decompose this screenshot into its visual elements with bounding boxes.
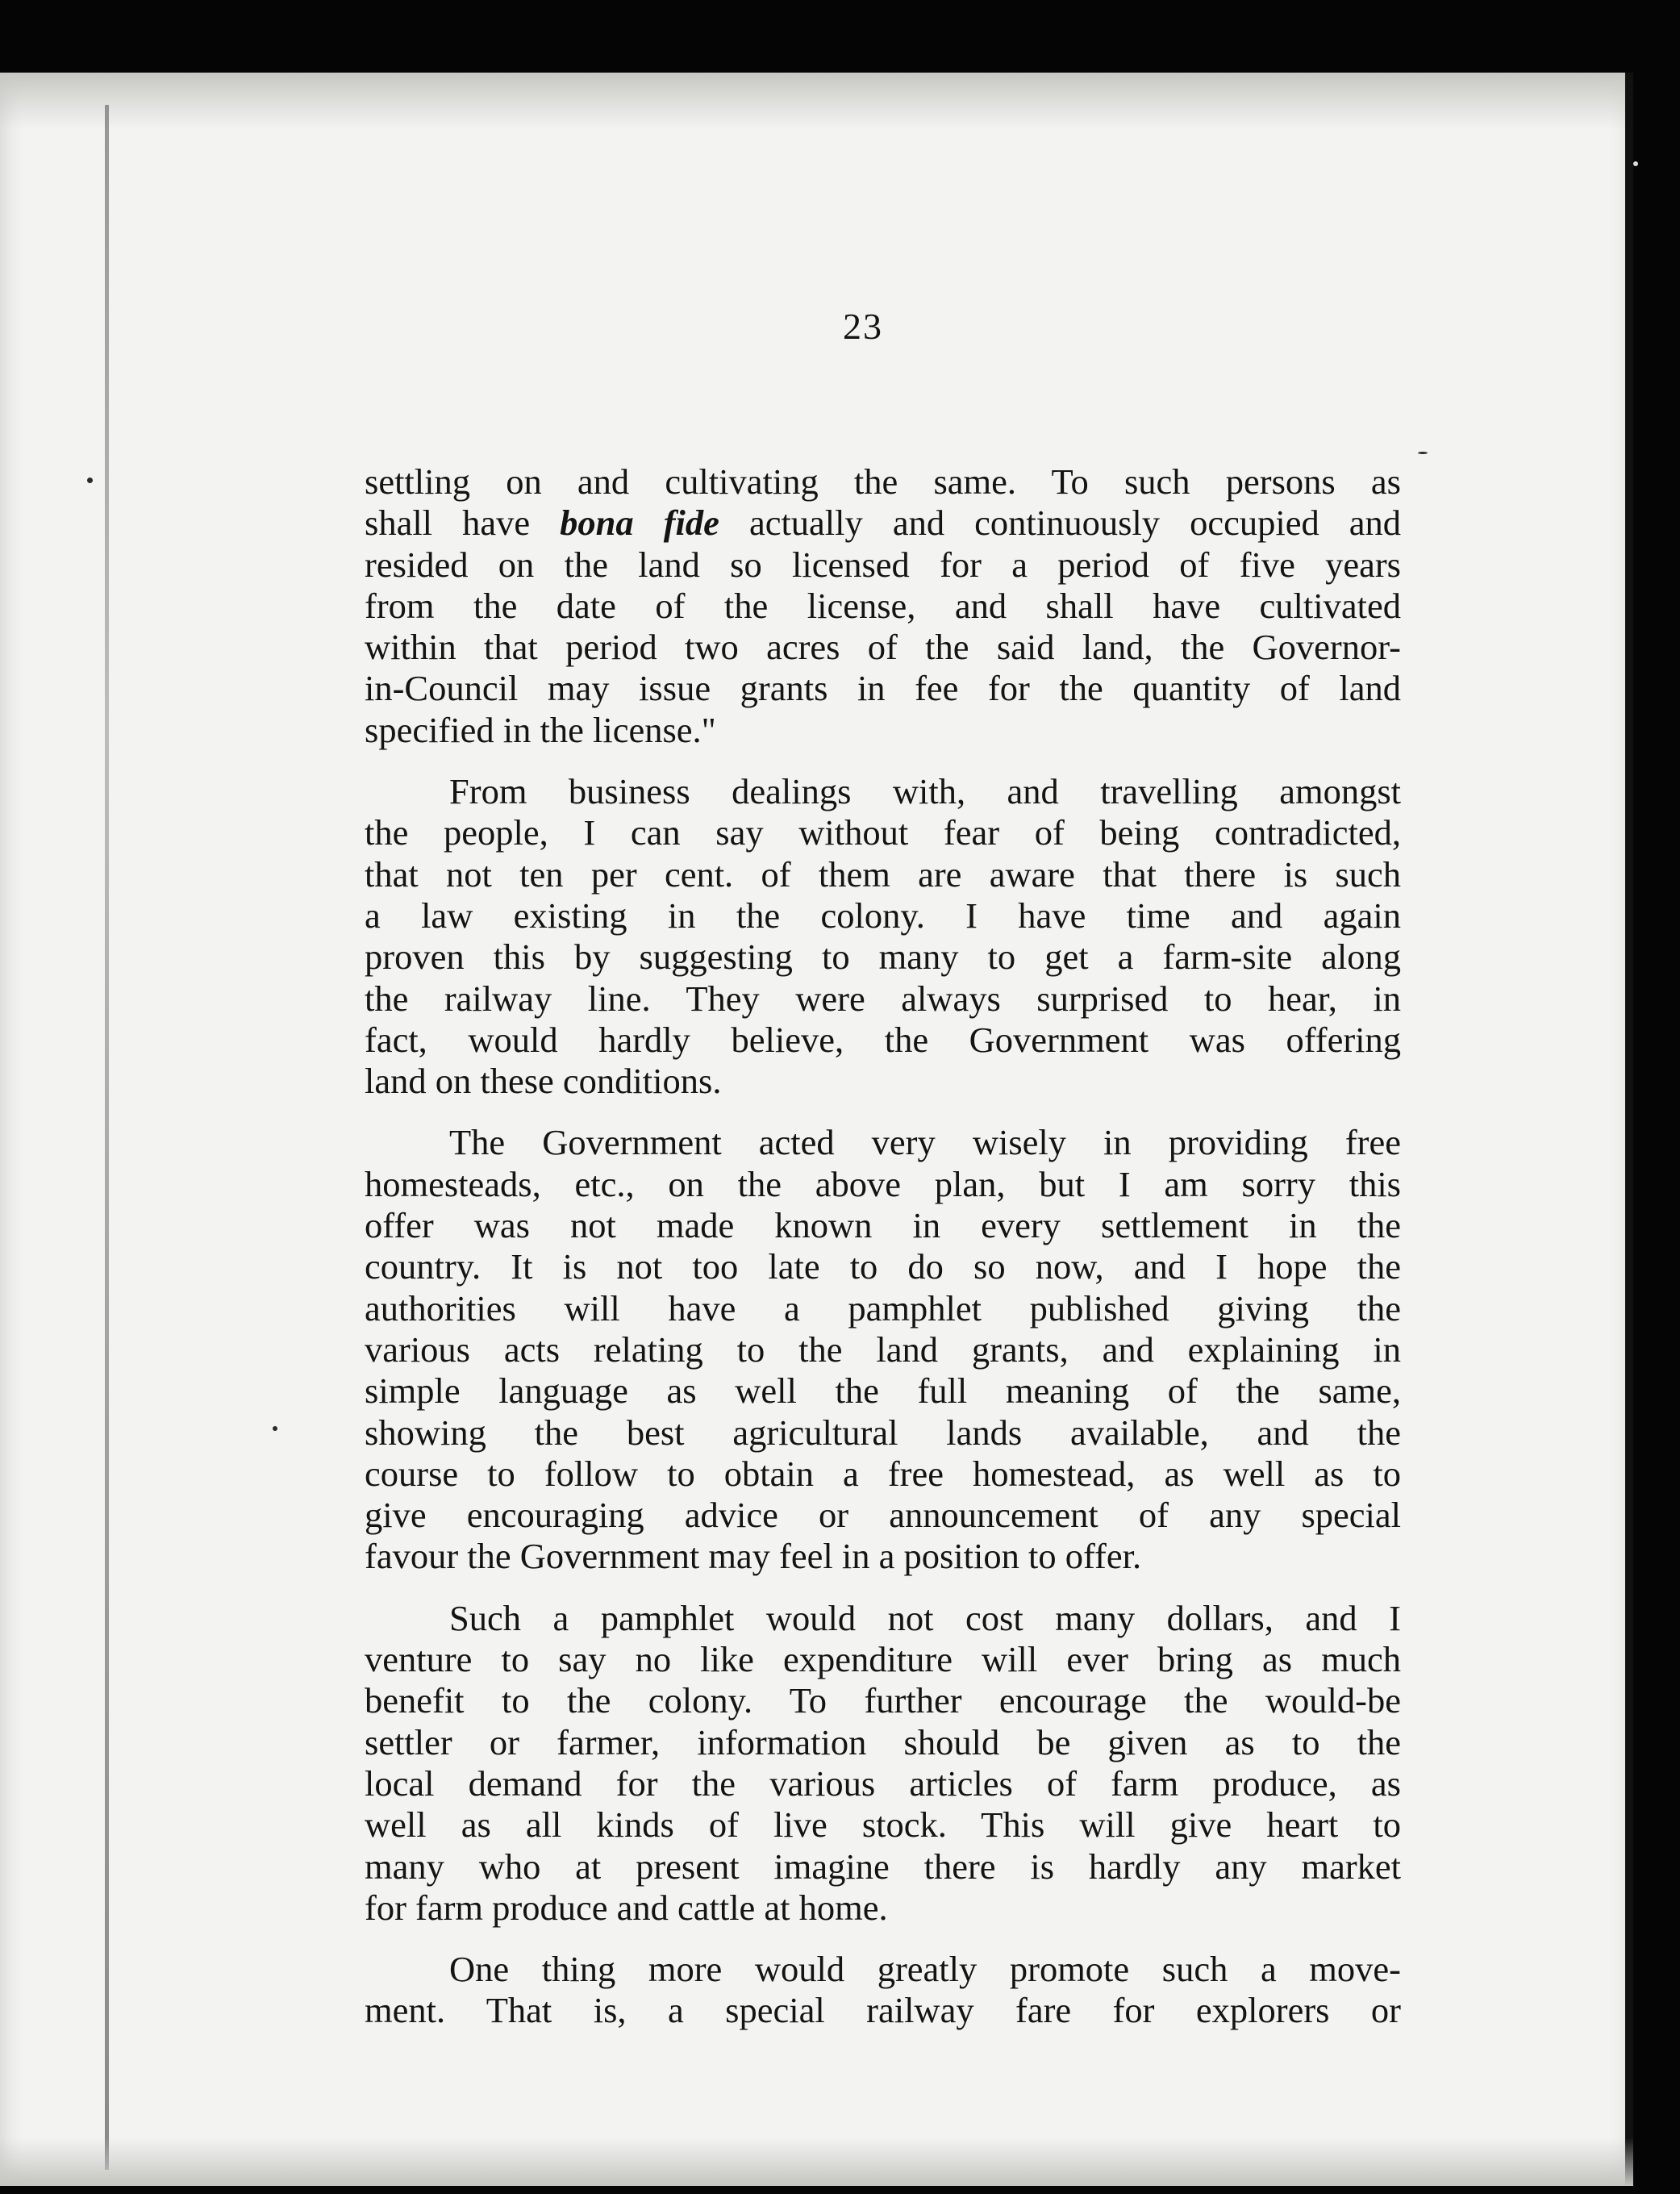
text-line: country. It is not too late to do so now, and I hope the	[365, 1246, 1401, 1287]
text-line: One thing more would greatly promote such a move-	[449, 1949, 1401, 1990]
text-line: within that period two acres of the said land, the Governor-	[365, 627, 1401, 668]
text-line: various acts relating to the land grants, and explaining in	[365, 1328, 1401, 1370]
text-line: Such a pamphlet would not cost many dollars, and I	[449, 1597, 1401, 1638]
text-line: homesteads, etc., on the above plan, but I am sorry this	[365, 1163, 1401, 1204]
page-number: 23	[843, 306, 883, 347]
page-gutter-edge	[105, 105, 109, 2170]
text-line: settling on and cultivating the same. To such persons as	[365, 461, 1401, 502]
text-line: shall have bona fide actually and continuously occupied and	[365, 503, 1401, 544]
text-line: offer was not made known in every settlement in the	[365, 1205, 1401, 1246]
text-line: showing the best agricultural lands available, and the	[365, 1412, 1401, 1453]
text-line: From business dealings with, and travelling amongst	[449, 771, 1401, 812]
body-text	[365, 461, 1401, 2052]
book-page	[0, 73, 1633, 2186]
text-line: favour the Government may feel in a position to offer.	[365, 1536, 1142, 1577]
text-line: the railway line. They were always surprised to hear, in	[365, 978, 1401, 1019]
page-right-edge	[1625, 73, 1633, 2186]
paragraph	[365, 461, 1401, 751]
scan-speck	[1418, 452, 1428, 454]
scan-speck	[87, 478, 93, 483]
paragraph	[365, 771, 1401, 1102]
text-line: in-Council may issue grants in fee for the quantity of land	[365, 668, 1401, 709]
paragraph	[365, 1598, 1401, 1929]
text-line: fact, would hardly believe, the Government was offering	[365, 1019, 1401, 1060]
text-line: local demand for the various articles of farm produce, as	[365, 1762, 1401, 1804]
paragraph	[365, 1122, 1401, 1577]
text-line: land on these conditions.	[365, 1061, 722, 1102]
text-line: that not ten per cent. of them are aware that there is such	[365, 853, 1401, 895]
text-line: venture to say no like expenditure will ever bring as much	[365, 1639, 1401, 1680]
italic-phrase: bona fide	[560, 503, 719, 544]
text-line: many who at present imagine there is hardly any market	[365, 1846, 1401, 1887]
text-line: benefit to the colony. To further encourage the would-be	[365, 1680, 1401, 1721]
text-line: from the date of the license, and shall have cultivated	[365, 585, 1401, 626]
text-line: give encouraging advice or announcement of any special	[365, 1495, 1401, 1536]
text-line: the people, I can say without fear of being contradicted,	[365, 812, 1401, 853]
text-line: specified in the license."	[365, 709, 716, 750]
text-line: resided on the land so licensed for a period of five years	[365, 544, 1401, 585]
text-line: authorities will have a pamphlet published giving the	[365, 1287, 1401, 1328]
scan-speck	[1633, 161, 1638, 166]
text-line: a law existing in the colony. I have time and again	[365, 895, 1401, 936]
text-line: ment. That is, a special railway fare for explorers or	[365, 1990, 1401, 2031]
scan-speck	[273, 1426, 277, 1431]
paragraph	[365, 1949, 1401, 2032]
text-line: settler or farmer, information should be given as to the	[365, 1721, 1401, 1762]
text-line: well as all kinds of live stock. This will give heart to	[365, 1804, 1401, 1846]
text-line: course to follow to obtain a free homestead, as well as to	[365, 1453, 1401, 1494]
text-line: for farm produce and cattle at home.	[365, 1887, 888, 1928]
text-line: The Government acted very wisely in providing free	[449, 1122, 1401, 1163]
text-line: simple language as well the full meaning of the same,	[365, 1370, 1401, 1412]
text-line: proven this by suggesting to many to get a farm-site along	[365, 936, 1401, 978]
